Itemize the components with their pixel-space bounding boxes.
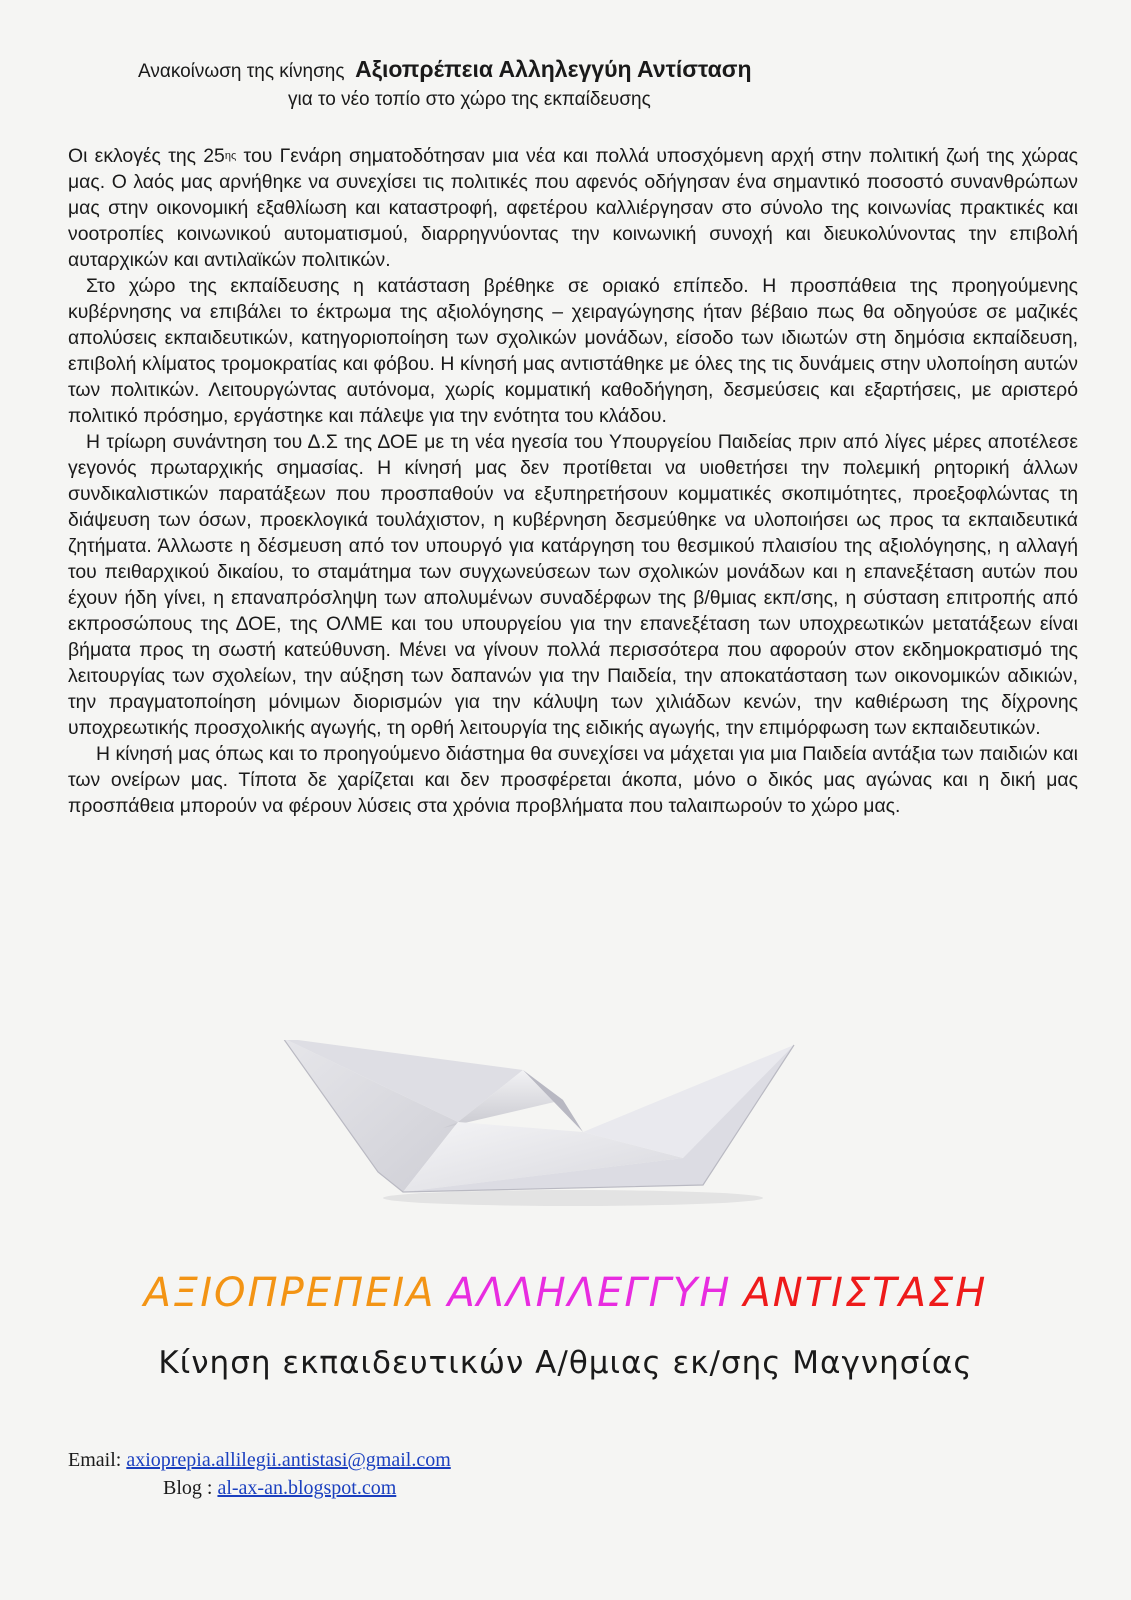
blog-link[interactable]: al-ax-an.blogspot.com <box>217 1477 397 1499</box>
banner-word-2: ΑΛΛΗΛΕΓΓΥΗ <box>447 1270 732 1316</box>
ordinal-superscript: ης <box>224 150 237 162</box>
paragraph-1-start: Οι εκλογές της 25 <box>68 145 225 167</box>
paragraph-3: Η τρίωρη συνάντηση του Δ.Σ της ΔΟΕ με τη νέα ηγεσία του Υπουργείου Παιδείας πριν από λίγες μέρες αποτέλεσε γεγονός πρωταρχικής σημασίας. Η κίνησή μας δεν προτίθεται να υιοθετήσει την πολεμική ρητορική άλλων συνδικαλιστικών παρατάξεων που προσπαθούν να εξυπηρετήσουν κομματικές σκοπιμότητες, προεξοφλώντας τη διάψευση των όσων, προεκλογικά τουλάχιστον, η κυβέρνηση δεσμεύθηκε να υλοποιήσει ως προς τα εκπαιδευτικά ζητήματα. Άλλωστε η δέσμευση από τον υπουργό για κατάργηση του θεσμικού πλαισίου της αξιολόγησης, η αλλαγή του πειθαρχικού δικαίου, το σταμάτημα των συγχωνεύσεων των σχολικών μονάδων και η επανεξέταση αυτών που έχουν ήδη γίνει, η επαναπρόσληψη των απολυμένων συναδέρφων της β/θμιας εκπ/σης, η σύσταση επιτροπής από εκπροσώπους της ΔΟΕ, της ΟΛΜΕ και του υπουργείου για την επανεξέταση των υποχρεωτικών μετατάξεων είναι βήματα προς τη σωστή κατεύθυνση. Μένει να γίνουν πολλά περισσότερα που αφορούν στον εκδημοκρατισμό της λειτουργίας των σχολείων, την αύξηση των δαπανών για την Παιδεία, την αποκατάσταση των οικονομικών αδικιών, την πραγματοποίηση μόνιμων διορισμών για την κάλυψη των χιλιάδων κενών, την καθιέρωση της δίχρονης υποχρεωτικής προσχολικής αγωγής, τη ορθή λειτουργία της ειδικής αγωγής, την επιμόρφωση των εκπαιδευτικών. <box>68 431 1078 739</box>
movement-name: Αξιοπρέπεια Αλληλεγγύη Αντίσταση <box>355 56 752 82</box>
blog-label: Blog : <box>163 1477 218 1499</box>
header-prefix: Ανακοίνωση της κίνησης <box>138 61 345 82</box>
banner-word-3: ΑΝΤΙΣΤΑΣΗ <box>743 1270 988 1316</box>
banner-word-1: ΑΞΙΟΠΡΕΠΕΙΑ <box>143 1270 436 1316</box>
paper-boat-icon <box>283 1040 823 1210</box>
announcement-body <box>68 143 1078 819</box>
paragraph-1 <box>68 143 1078 273</box>
paragraph-2: Στο χώρο της εκπαίδευσης η κατάσταση βρέθηκε σε οριακό επίπεδο. Η προσπάθεια της προηγούμενης κυβέρνησης να επιβάλει το έκτρωμα της αξιολόγησης – χειραγώγησης ήταν βέβαιο πως θα οδηγούσε σε μαζικές απολύσεις εκπαιδευτικών, κατηγοριοποίηση των σχολικών μονάδων, είσοδο των ιδιωτών στη δημόσια εκπαίδευση, επιβολή κλίματος τρομοκρατίας και φόβου. Η κίνησή μας αντιστάθηκε με όλες της τις δυνάμεις στην υλοποίηση αυτών των πολιτικών. Λειτουργώντας αυτόνομα, χωρίς κομματική καθοδήγηση, δεσμεύσεις και εξαρτήσεις, με αριστερό πολιτικό πρόσημο, εργάστηκε και πάλεψε για την ενότητα του κλάδου. <box>68 275 1078 427</box>
paragraph-4: Η κίνησή μας όπως και το προηγούμενο διάστημα θα συνεχίσει να μάχεται για μια Παιδεία αντάξια των παιδιών και των ονείρων μας. Τίποτα δε χαρίζεται και δεν προσφέρεται άκοπα, μόνο ο δικός μας αγώνας και η δική μας προσπάθεια μπορούν να φέρουν λύσεις στα χρόνια προβλήματα που ταλαιπωρούν το χώρο μας. <box>68 743 1078 817</box>
contact-info <box>68 1446 451 1502</box>
paragraph-1-rest: του Γενάρη σηματοδότησαν μια νέα και πολλά υποσχόμενη αρχή στην πολιτική ζωή της χώρας μας. Ο λαός μας αρνήθηκε να συνεχίσει τις πολιτικές που αφενός οδήγησαν ένα σημαντικό ποσοστό συνανθρώπων μας στην οικονομική εξαθλίωση και καταστροφή, αφετέρου καλλιέργησαν στο σύνολο της κοινωνίας πρακτικές και νοοτροπίες κοινωνικού αυτοματισμού, διαρρηγνύοντας την κοινωνική συνοχή και διευκολύνοντας την επιβολή αυταρχικών και αντιλαϊκών πολιτικών. <box>68 145 1078 271</box>
email-link[interactable]: axioprepia.allilegii.antistasi@gmail.com <box>126 1449 451 1471</box>
banner-subtitle: Κίνηση εκπαιδευτικών Α/θμιας εκ/σης Μαγνησίας <box>158 1345 973 1381</box>
header-line-2: για το νέο τοπίο στο χώρο της εκπαίδευσης <box>288 89 651 110</box>
blog-row <box>68 1474 451 1502</box>
header-line-1 <box>138 56 752 83</box>
email-row <box>68 1446 451 1474</box>
email-label: Email: <box>68 1449 127 1471</box>
movement-banner <box>0 1270 1131 1316</box>
